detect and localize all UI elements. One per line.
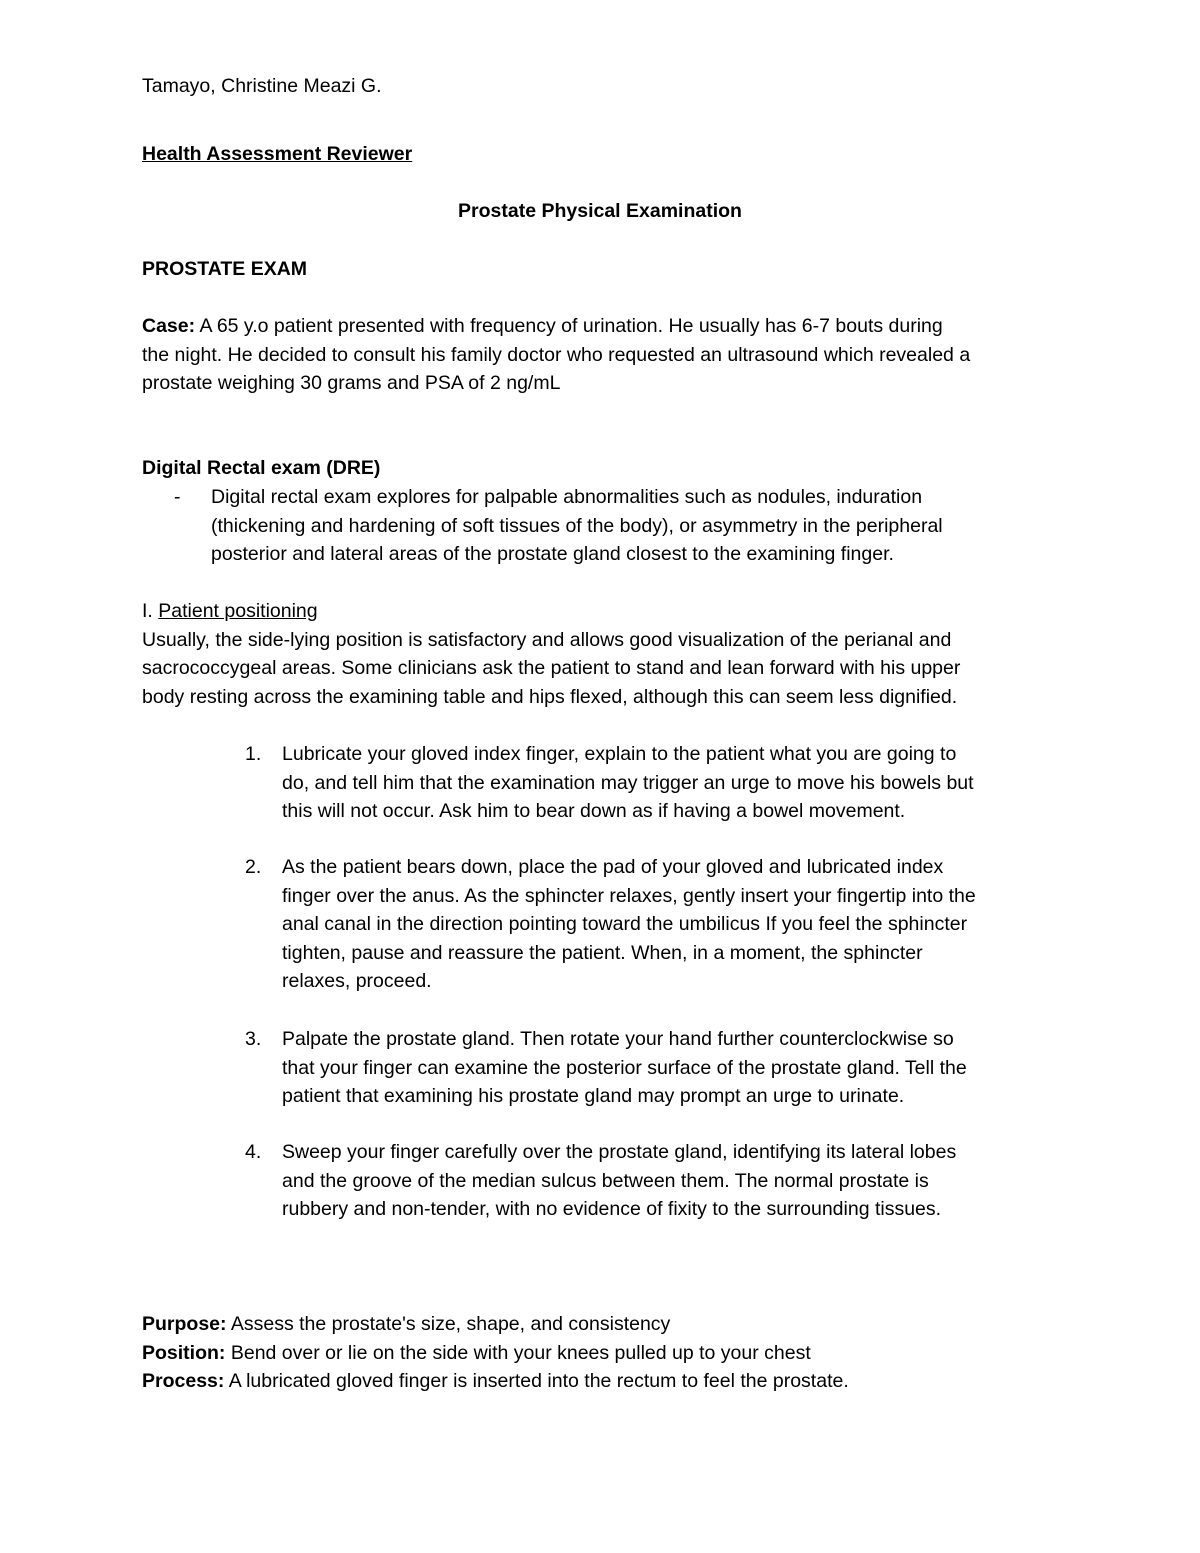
author-name: Tamayo, Christine Meazi G. <box>142 75 382 97</box>
dre-line: Digital rectal exam explores for palpable abnormalities such as nodules, induration <box>211 486 923 508</box>
dre-line: posterior and lateral areas of the prostate gland closest to the examining finger. <box>211 543 894 565</box>
positioning-line: body resting across the examining table and hips flexed, although this can seem less dignified. <box>142 685 958 708</box>
positioning-prefix: I. <box>142 600 159 622</box>
case-line: A 65 y.o patient presented with frequency of urination. He usually has 6-7 bouts during <box>195 315 943 337</box>
dre-line: (thickening and hardening of soft tissues of the body), or asymmetry in the peripheral <box>211 514 943 537</box>
case-label: Case: <box>142 315 196 337</box>
summary-label: Process: <box>142 1370 225 1392</box>
summary-label: Purpose: <box>142 1313 227 1335</box>
step-number: 2. <box>245 856 262 878</box>
document-title: Health Assessment Reviewer <box>142 143 413 165</box>
case-line: prostate weighing 30 grams and PSA of 2 ng/mL <box>142 372 561 394</box>
section-heading: PROSTATE EXAM <box>142 258 308 280</box>
step-line: patient that examining his prostate gland may prompt an urge to urinate. <box>282 1085 905 1107</box>
step-line: finger over the anus. As the sphincter relaxes, gently insert your fingertip into the <box>282 884 976 907</box>
step-text <box>282 853 976 996</box>
summary-text: A lubricated gloved finger is inserted into the rectum to feel the prostate. <box>224 1370 849 1392</box>
summary-process <box>142 1367 1072 1396</box>
step-line: and the groove of the median sulcus between them. The normal prostate is <box>282 1169 929 1192</box>
step-text <box>282 740 974 826</box>
step-line: As the patient bears down, place the pad of your gloved and lubricated index <box>282 856 944 878</box>
step-line: tighten, pause and reassure the patient. When, in a moment, the sphincter <box>282 941 923 964</box>
step-text <box>282 1138 956 1224</box>
step-number: 3. <box>245 1028 262 1050</box>
summary-purpose <box>142 1310 1072 1339</box>
dash-marker: - <box>174 486 181 508</box>
summary-text: Bend over or lie on the side with your knees pulled up to your chest <box>225 1341 811 1364</box>
positioning-section <box>142 597 1072 711</box>
summary-label: Position: <box>142 1341 226 1364</box>
summary-position <box>142 1339 1072 1368</box>
step-number: 1. <box>245 743 262 765</box>
step-line: that your finger can examine the posterior surface of the prostate gland. Tell the <box>282 1056 967 1079</box>
positioning-heading: Patient positioning <box>158 600 318 622</box>
positioning-line: Usually, the side-lying position is satisfactory and allows good visualization of the perianal and <box>142 628 952 651</box>
step-line: do, and tell him that the examination may trigger an urge to move his bowels but <box>282 771 974 794</box>
document-subtitle: Prostate Physical Examination <box>458 200 742 222</box>
step-line: this will not occur. Ask him to bear down as if having a bowel movement. <box>282 800 906 822</box>
step-text <box>282 1025 967 1111</box>
positioning-line: sacrococcygeal areas. Some clinicians ask the patient to stand and lean forward with his upper <box>142 657 961 679</box>
summary-block <box>142 1310 1072 1396</box>
step-line: anal canal in the direction pointing toward the umbilicus If you feel the sphincter <box>282 913 968 935</box>
step-line: rubbery and non-tender, with no evidence of fixity to the surrounding tissues. <box>282 1198 942 1220</box>
step-line: relaxes, proceed. <box>282 970 432 992</box>
case-line: the night. He decided to consult his family doctor who requested an ultrasound which revealed a <box>142 343 971 366</box>
summary-text: Assess the prostate's size, shape, and consistency <box>226 1313 671 1335</box>
step-line: Lubricate your gloved index finger, explain to the patient what you are going to <box>282 743 957 765</box>
step-number: 4. <box>245 1141 262 1163</box>
step-line: Sweep your finger carefully over the prostate gland, identifying its lateral lobes <box>282 1141 957 1163</box>
step-line: Palpate the prostate gland. Then rotate your hand further counterclockwise so <box>282 1028 954 1050</box>
dre-heading: Digital Rectal exam (DRE) <box>142 457 381 479</box>
case-paragraph <box>142 312 1072 398</box>
dre-bullet-text <box>211 483 943 569</box>
